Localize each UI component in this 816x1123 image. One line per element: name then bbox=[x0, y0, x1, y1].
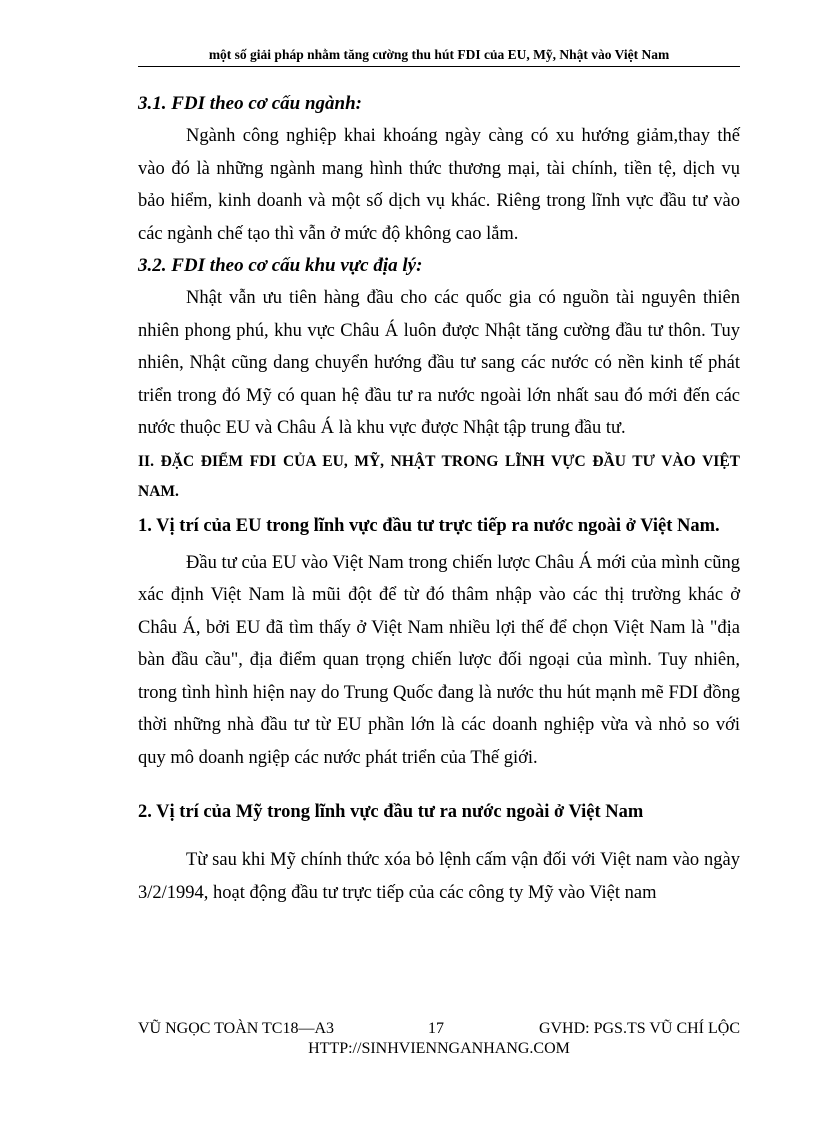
header-rule bbox=[138, 66, 740, 67]
section-heading-2: 2. Vị trí của Mỹ trong lĩnh vực đầu tư ra nước ngoài ở Việt Nam bbox=[138, 802, 644, 822]
paragraph-1: Đầu tư của EU vào Việt Nam trong chiến lược Châu Á mới của mình cũng xác định Việt Nam là mũi đột để từ đó thâm nhập vào các thị trường khác ở Châu Á, bởi EU đã tìm thấy ở Việt Nam nhiều lợi thế để chọn Việt Nam là "địa bàn đầu cầu", địa điểm quan trọng chiến lược đối ngoại của mình. Tuy nhiên, trong tình hình hiện nay do Trung Quốc đang là nước thu hút mạnh mẽ FDI đồng thời những nhà đầu tư từ EU phần lớn là các doanh nghiệp vừa và nhỏ so với quy mô doanh ngiệp các nước phát triển của Thế giới. bbox=[138, 552, 740, 768]
running-header: một số giải pháp nhằm tăng cường thu hút FDI của EU, Mỹ, Nhật vào Việt Nam bbox=[208, 47, 670, 62]
paragraph-3-2: Nhật vẫn ưu tiên hàng đầu cho các quốc gia có nguồn tài nguyên thiên nhiên phong phú, khu vực Châu Á luôn được Nhật tăng cường đầu tư thôn. Tuy nhiên, Nhật cũng dang chuyển hướng đầu tư sang các nước có nền kinh tế phát triển trong đó Mỹ có quan hệ đầu tư ra nước ngoài lớn nhất sau đó mới đến các nước thuộc EU và Châu Á là khu vực được Nhật tập trung đầu tư. bbox=[138, 288, 740, 438]
page-number: 17 bbox=[428, 1020, 444, 1037]
footer-author: VŨ NGỌC TOÀN TC18—A3 bbox=[138, 1020, 335, 1037]
footer-url: HTTP://SINHVIENNGANHANG.COM bbox=[308, 1040, 570, 1057]
footer-advisor: GVHD: PGS.TS VŨ CHÍ LỘC bbox=[538, 1020, 740, 1037]
page-footer bbox=[138, 1020, 740, 1058]
document-body bbox=[138, 88, 740, 909]
section-heading-3-1: 3.1. FDI theo cơ cấu ngành: bbox=[138, 93, 362, 114]
paragraph-2: Từ sau khi Mỹ chính thức xóa bỏ lệnh cấm vận đối với Việt nam vào ngày 3/2/1994, hoạt động đầu tư trực tiếp của các công ty Mỹ vào Việt nam bbox=[138, 850, 740, 903]
paragraph-3-1: Ngành công nghiệp khai khoáng ngày càng có xu hướng giảm,thay thế vào đó là những ngành mang hình thức thương mại, tài chính, tiền tệ, dịch vụ bảo hiểm, kinh doanh và một số dịch vụ khác. Riêng trong lĩnh vực đầu tư vào các ngành chế tạo thì vẫn ở mức độ không cao lắm. bbox=[138, 126, 740, 244]
section-heading-1: 1. Vị trí của EU trong lĩnh vực đầu tư trực tiếp ra nước ngoài ở Việt Nam. bbox=[138, 515, 720, 536]
section-heading-3-2: 3.2. FDI theo cơ cấu khu vực địa lý: bbox=[138, 255, 423, 276]
chapter-heading-II: II. ĐẶC ĐIỂM FDI CỦA EU, MỸ, NHẬT TRONG LĨNH VỰC ĐẦU TƯ VÀO VIỆT NAM. bbox=[138, 452, 740, 500]
